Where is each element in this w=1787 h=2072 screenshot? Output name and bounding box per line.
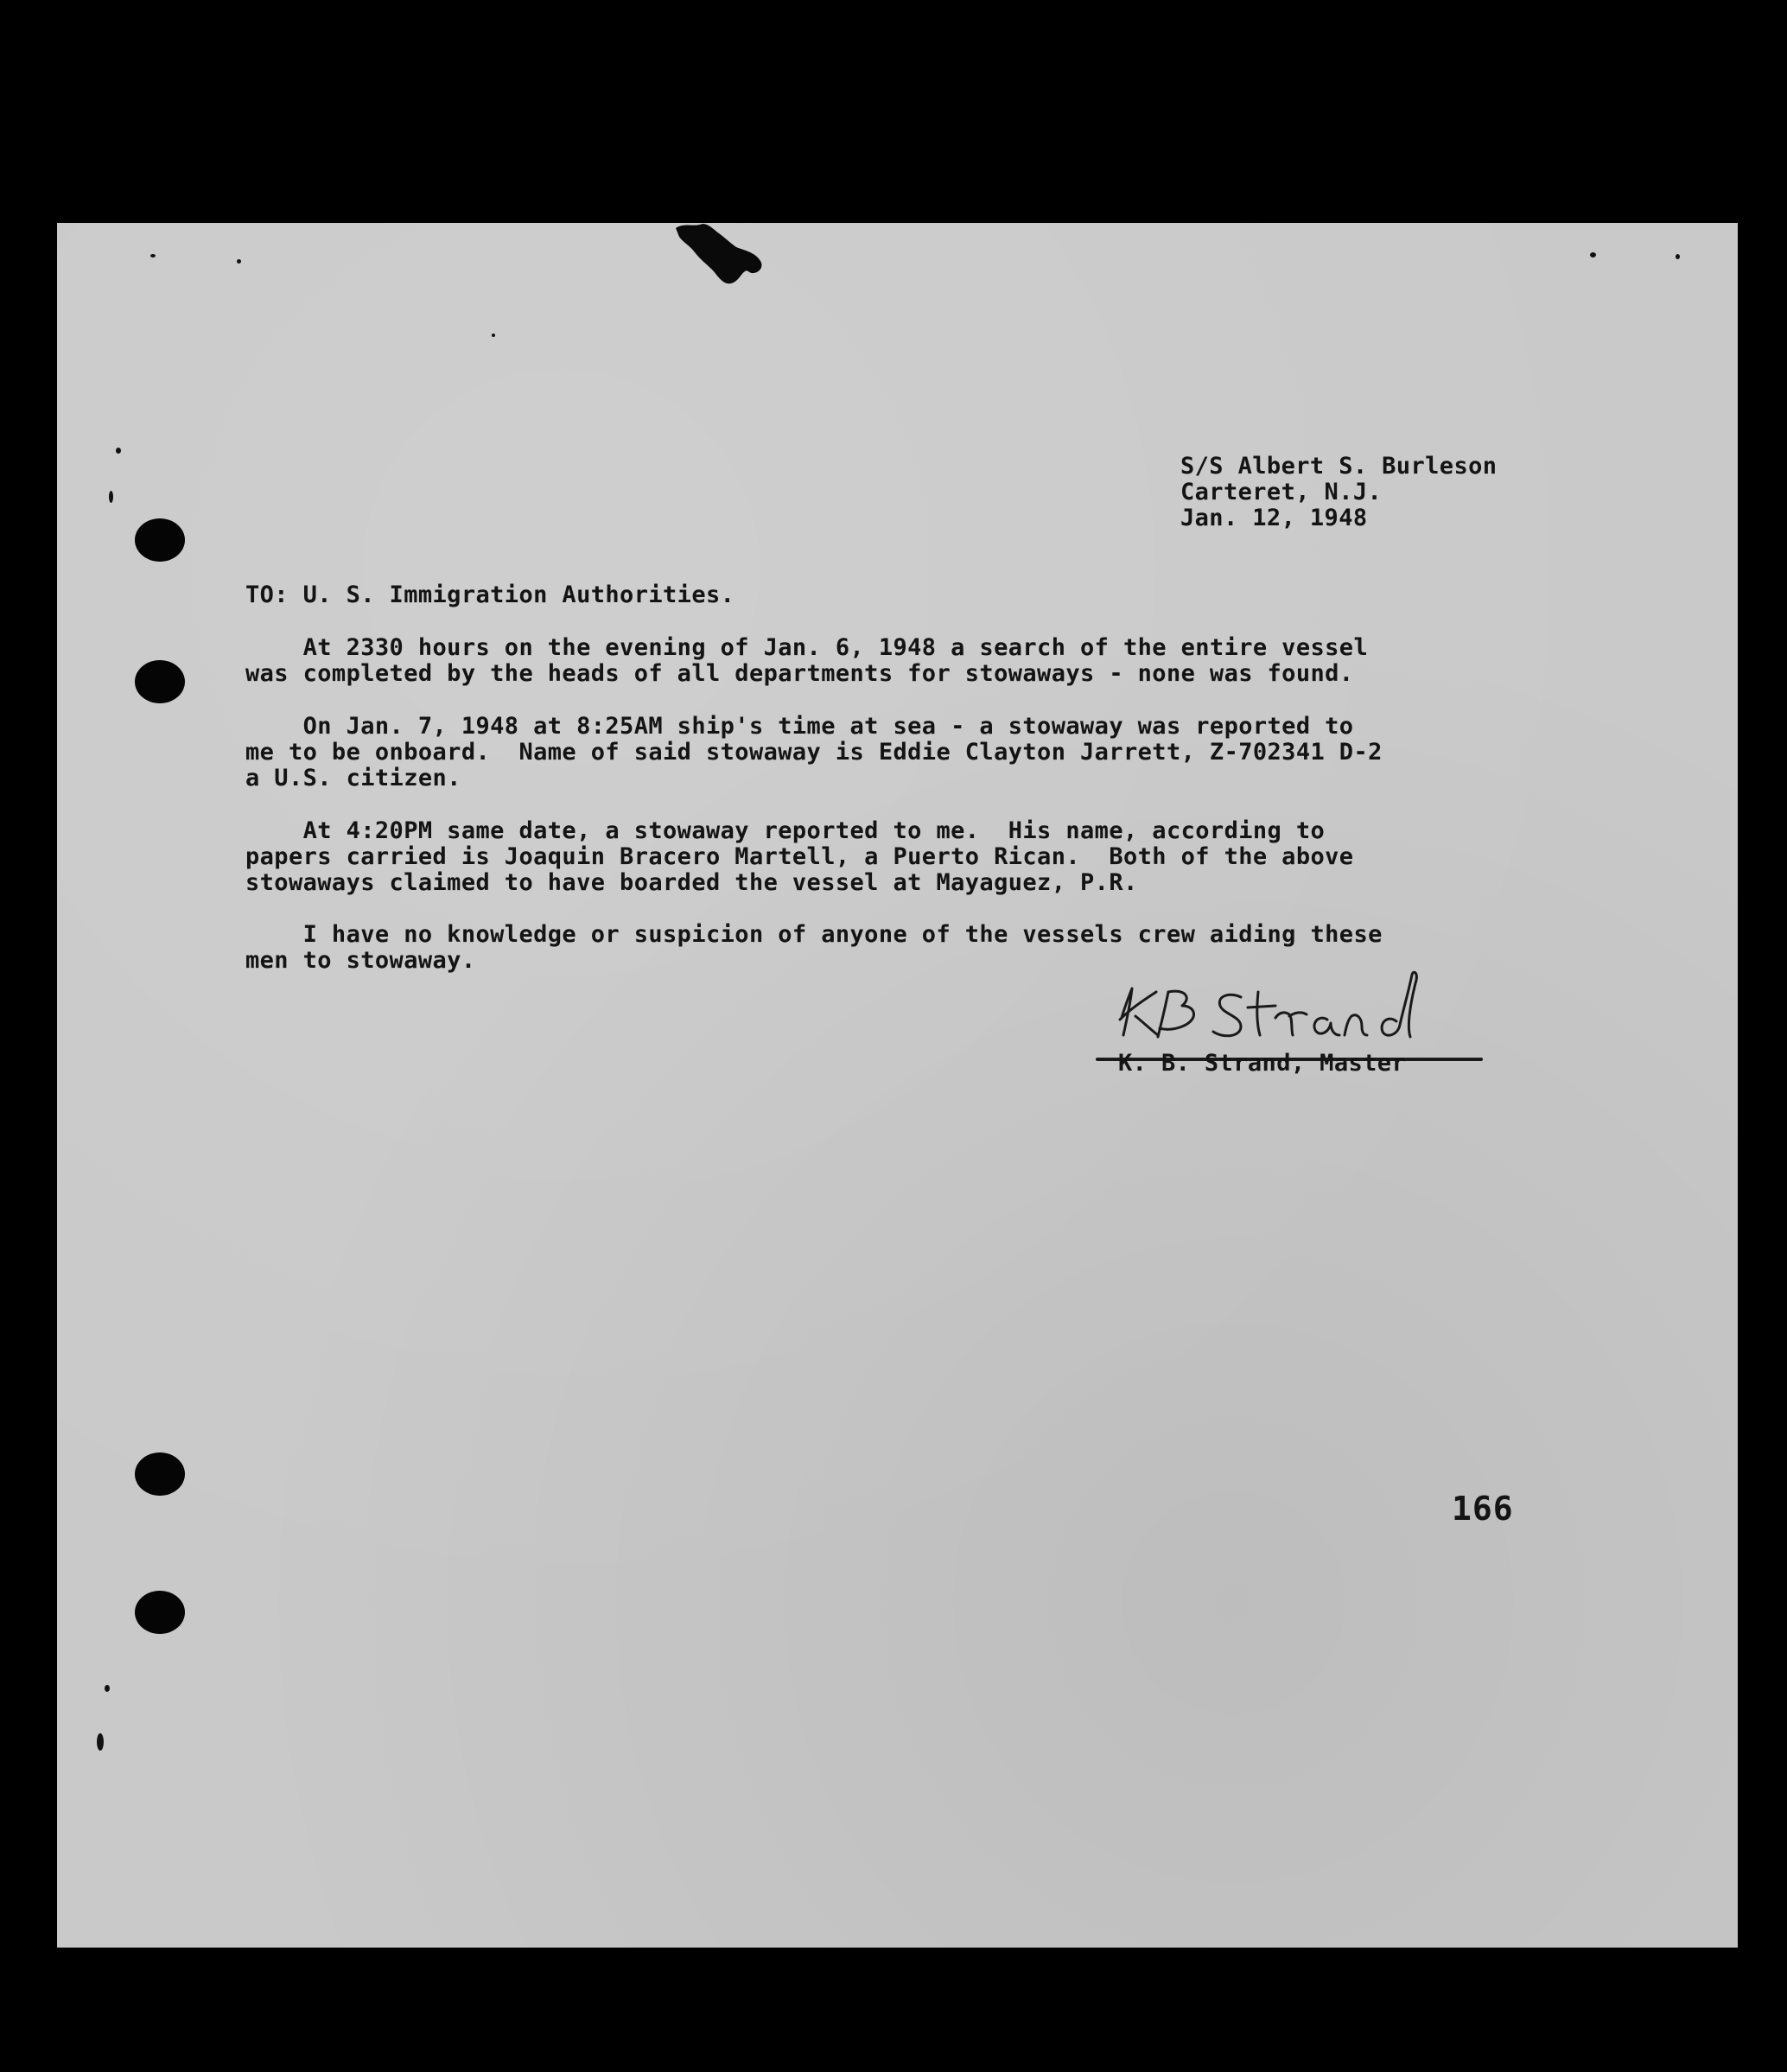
signature-text: K B Strand <box>208 103 213 104</box>
signatory-name: K. B. Strand, Master <box>1118 1050 1407 1077</box>
scan-speck <box>116 448 121 454</box>
letter-place: Carteret, N.J. <box>1180 479 1383 505</box>
punch-hole <box>135 660 185 703</box>
vessel-name: S/S Albert S. Burleson <box>1180 453 1498 480</box>
paragraph-line: men to stowaway. <box>245 947 476 974</box>
addressee-line: TO: U. S. Immigration Authorities. <box>245 582 735 608</box>
punch-hole <box>135 518 185 562</box>
scan-speck <box>492 334 495 337</box>
scan-speck <box>97 1733 104 1751</box>
paragraph-line: a U.S. citizen. <box>245 765 461 791</box>
punch-hole <box>135 1452 185 1496</box>
letter-date: Jan. 12, 1948 <box>1180 505 1368 531</box>
scan-speck <box>1590 252 1596 257</box>
paragraph-line: me to be onboard. Name of said stowaway is Eddie Clayton Jarrett, Z-702341 D-2 <box>245 739 1383 766</box>
scan-speck <box>1676 254 1680 259</box>
scan-speck <box>105 1685 110 1692</box>
letter-page <box>57 223 1738 1948</box>
ink-blot <box>674 221 769 290</box>
page-number: 166 <box>1452 1490 1514 1528</box>
scan-speck <box>109 491 113 503</box>
punch-hole <box>135 1591 185 1634</box>
paragraph-line: was completed by the heads of all departments for stowaways - none was found. <box>245 660 1354 687</box>
scan-speck <box>150 254 156 257</box>
paragraph-line: On Jan. 7, 1948 at 8:25AM ship's time at sea - a stowaway was reported to <box>245 713 1354 740</box>
paragraph-line: At 2330 hours on the evening of Jan. 6, 1948 a search of the entire vessel <box>245 634 1369 661</box>
paragraph-line: At 4:20PM same date, a stowaway reported to me. His name, according to <box>245 817 1326 844</box>
paragraph-line: stowaways claimed to have boarded the vessel at Mayaguez, P.R. <box>245 869 1138 896</box>
scan-speck <box>237 259 241 264</box>
paragraph-line: I have no knowledge or suspicion of anyone of the vessels crew aiding these <box>245 921 1383 948</box>
paragraph-line: papers carried is Joaquin Bracero Martell, a Puerto Rican. Both of the above <box>245 843 1354 870</box>
